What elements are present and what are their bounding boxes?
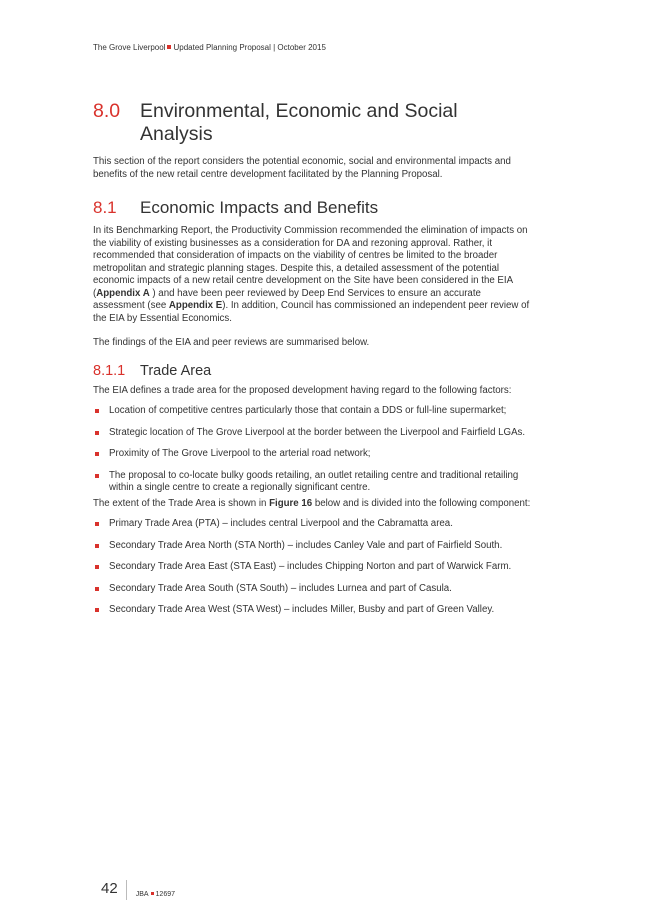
list-item-text: Primary Trade Area (PTA) – includes central Liverpool and the Cabramatta area.	[109, 518, 453, 529]
header-title: The Grove Liverpool	[93, 43, 166, 52]
list-item	[93, 604, 533, 617]
list-item	[93, 540, 533, 553]
bullet-icon	[95, 452, 99, 456]
section-intro: This section of the report considers the potential economic, social and environmental impacts and benefits of the new retail centre development facilitated by the Planning Proposal.	[93, 156, 511, 180]
list-item	[93, 583, 533, 596]
section-title: Trade Area	[140, 362, 212, 379]
bullet-icon	[95, 565, 99, 569]
list-item-text: Secondary Trade Area South (STA South) – includes Lurnea and part of Casula.	[109, 582, 452, 594]
list-item	[93, 518, 533, 531]
list-item-text: Location of competitive centres particularly those that contain a DDS or full-line supermarket;	[109, 405, 507, 416]
bullet-icon	[95, 409, 99, 413]
text-run: In its Benchmarking Report, the Productivity Commission recommended the elimination of impacts on the viability of existing businesses as a consideration for DA and rezoning approval. Rather, it recommended that consideration of impacts on the viability of centres be limited to the broader metropolitan and strategic planning stages. Despite this, a detailed assessment of the potential economic impacts of a new retail centre development on the Site have been considered in the EIA (	[93, 225, 528, 299]
appendix-a-ref: Appendix A	[96, 287, 150, 299]
text-run: ). In addition, Council has commissioned an independent peer review of the EIA by Essential Economics.	[93, 300, 530, 324]
list-item-text: Secondary Trade Area East (STA East) – includes Chipping Norton and part of Warwick Farm.	[109, 561, 512, 572]
figure-16-ref: Figure 16	[269, 497, 313, 509]
list-item	[93, 427, 533, 440]
list-item	[93, 561, 533, 574]
trade-area-extent-paragraph	[93, 498, 533, 511]
economic-impacts-paragraph	[93, 225, 533, 325]
text-run: below and is divided into the following component:	[312, 497, 531, 509]
list-item-text: Secondary Trade Area West (STA West) – includes Miller, Busby and part of Green Valley.	[109, 604, 495, 615]
bullet-icon	[95, 608, 99, 612]
section-8-1-1-heading	[93, 362, 533, 380]
list-item-text: Secondary Trade Area North (STA North) – includes Canley Vale and part of Fairfield South.	[109, 539, 503, 551]
running-header	[93, 43, 326, 52]
section-8-1-heading	[93, 197, 533, 218]
section-number: 8.1.1	[93, 362, 126, 379]
trade-area-intro: The EIA defines a trade area for the proposed development having regard to the following factors:	[93, 384, 512, 396]
section-number: 8.0	[93, 100, 121, 122]
page-number: 42	[101, 880, 127, 900]
factor-list	[93, 405, 533, 495]
page-footer	[101, 880, 175, 900]
main-content	[93, 100, 533, 626]
section-8-0-heading	[93, 100, 533, 146]
section-title: Environmental, Economic and Social Analysis	[140, 100, 458, 145]
bullet-icon	[95, 431, 99, 435]
footer-code	[127, 890, 175, 900]
list-item	[93, 448, 533, 461]
separator-dot	[167, 45, 171, 49]
text-run: ) and have been peer reviewed by Deep End Services to ensure an accurate assessment (see	[93, 287, 481, 311]
footer-job-number: 12697	[155, 891, 175, 898]
appendix-e-ref: Appendix E	[168, 300, 223, 311]
section-title: Economic Impacts and Benefits	[140, 198, 379, 217]
list-item-text: Strategic location of The Grove Liverpool at the border between the Liverpool and Fairfield LGAs.	[109, 426, 526, 438]
list-item-text: Proximity of The Grove Liverpool to the arterial road network;	[109, 448, 371, 459]
list-item	[93, 470, 533, 495]
list-item-text: The proposal to co-locate bulky goods retailing, an outlet retailing centre and traditional retailing within a single centre to create a regionally significant centre.	[109, 469, 519, 493]
bullet-icon	[95, 544, 99, 548]
footer-org: JBA	[135, 891, 149, 898]
section-number: 8.1	[93, 198, 117, 217]
list-item	[93, 405, 533, 418]
header-subtitle: Updated Planning Proposal | October 2015	[173, 43, 326, 52]
text-run: The extent of the Trade Area is shown in	[93, 497, 270, 509]
bullet-icon	[95, 522, 99, 526]
findings-paragraph: The findings of the EIA and peer reviews are summarised below.	[93, 337, 370, 348]
bullet-icon	[95, 474, 99, 478]
bullet-icon	[95, 587, 99, 591]
component-list	[93, 518, 533, 617]
separator-dot	[151, 892, 154, 895]
